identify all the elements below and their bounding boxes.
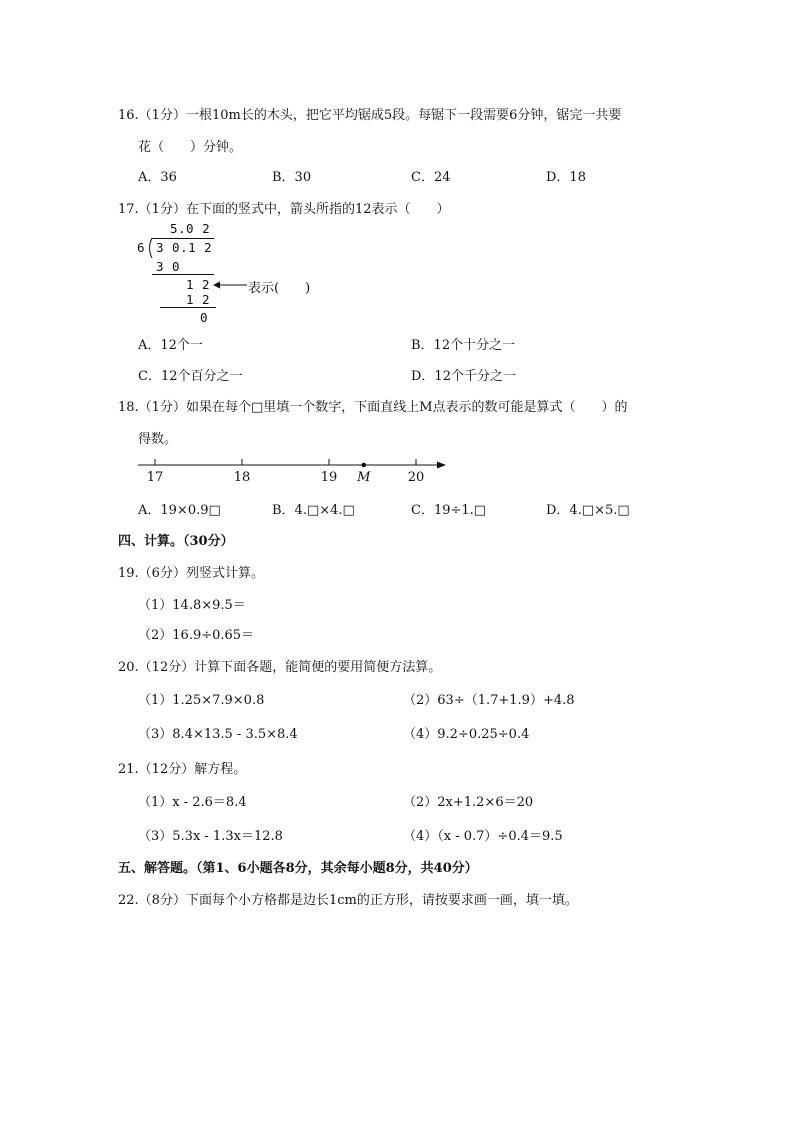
q17-stem: 17.（1分）在下面的竖式中，箭头所指的12表示（ ）	[118, 202, 450, 217]
arrow-right-icon	[437, 462, 446, 469]
q16-option-a: A．36	[138, 170, 177, 185]
q17-option-c: C．12个百分之一	[138, 369, 243, 384]
number-line-tick-label: 20	[407, 470, 425, 485]
division-bar	[152, 238, 214, 239]
number-line-tick-label: 18	[233, 470, 251, 485]
q18-option-a: A．19×0.9□	[138, 503, 221, 518]
division-dividend: 3 0.1 2	[156, 240, 213, 255]
division-quotient: 5.0 2	[170, 221, 211, 236]
q21-item-4: （4）（x - 0.7）÷0.4＝9.5	[403, 829, 563, 844]
division-step1: 3 0	[156, 259, 181, 274]
division-remainder: 0	[200, 310, 209, 325]
q22-stem: 22.（8分）下面每个小方格都是边长1cm的正方形，请按要求画一画，填一填。	[118, 893, 578, 908]
q17-option-d: D．12个千分之一	[411, 369, 516, 384]
q21-stem: 21.（12分）解方程。	[118, 762, 247, 777]
q16-option-d: D．18	[546, 170, 586, 185]
number-line-tick-label: 17	[146, 470, 164, 485]
q18-stem-line2: 得数。	[138, 432, 178, 447]
q18-option-b: B．4.□×4.□	[272, 503, 355, 518]
q19-item-2: （2）16.9÷0.65＝	[138, 628, 255, 643]
division-rule2	[160, 307, 216, 308]
q20-item-3: （3）8.4×13.5 - 3.5×8.4	[138, 727, 298, 742]
arrow-left-icon	[212, 279, 248, 291]
q20-item-1: （1）1.25×7.9×0.8	[138, 693, 265, 708]
q16-stem-line2: 花（ ）分钟。	[138, 140, 243, 155]
q16-stem-line1: 16.（1分）一根10m长的木头，把它平均锯成5段。每锯下一段需要6分钟，锯完一共要	[118, 108, 622, 123]
division-bracket	[145, 237, 155, 259]
q18-option-d: D．4.□×5.□	[546, 503, 630, 518]
division-rule1	[152, 274, 214, 275]
q16-option-b: B．30	[272, 170, 312, 185]
section-4-title: 四、计算。（30分）	[118, 534, 234, 549]
point-m	[362, 463, 367, 468]
q21-item-2: （2）2x+1.2×6＝20	[403, 795, 534, 810]
q19-item-1: （1）14.8×9.5＝	[138, 598, 246, 613]
number-line	[130, 452, 460, 486]
q18-option-c: C．19÷1.□	[411, 503, 487, 518]
q17-option-b: B．12个十分之一	[411, 338, 516, 353]
division-divisor: 6	[137, 240, 146, 255]
q20-item-2: （2）63÷（1.7+1.9）+4.8	[403, 693, 575, 708]
q21-item-3: （3）5.3x - 1.3x＝12.8	[138, 829, 283, 844]
number-line-tick-label: 19	[320, 470, 338, 485]
arrow-label: 表示( )	[248, 281, 311, 296]
q16-option-c: C．24	[411, 170, 451, 185]
q20-stem: 20.（12分）计算下面各题，能简便的要用简便方法算。	[118, 660, 442, 675]
q19-stem: 19.（6分）列竖式计算。	[118, 566, 264, 581]
q17-option-a: A．12个一	[138, 338, 203, 353]
q21-item-1: （1）x - 2.6＝8.4	[138, 795, 247, 810]
point-m-label: M	[357, 470, 371, 485]
division-step3: 1 2	[186, 292, 211, 307]
q20-item-4: （4）9.2÷0.25÷0.4	[403, 727, 530, 742]
division-step2: 1 2	[186, 277, 211, 292]
q18-stem-line1: 18.（1分）如果在每个□里填一个数字，下面直线上M点表示的数可能是算式（ ）的	[118, 400, 628, 415]
section-5-title: 五、解答题。（第1、6小题各8分，其余每小题8分，共40分）	[118, 861, 478, 876]
